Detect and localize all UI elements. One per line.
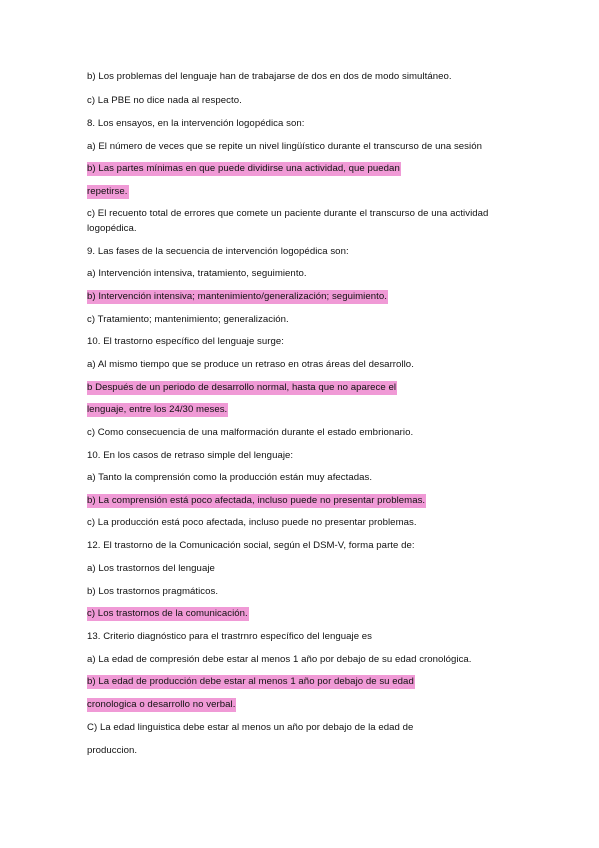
line-text: 13. Criterio diagnóstico para el trastrnro específico del lenguaje es [87,631,373,642]
line-text: 10. El trastorno específico del lenguaje surge: [87,336,285,347]
answer-c-line [87,95,242,107]
question-8-line [87,118,304,130]
highlighted-answer-line [87,291,388,303]
line-text: c) Tratamiento; mantenimiento; generalización. [87,314,289,325]
answer-c-line-cont [87,745,137,757]
line-text: a) Intervención intensiva, tratamiento, seguimiento. [87,268,307,279]
answer-b-line [87,586,218,598]
highlighted-answer-line [87,676,415,688]
line-text: 12. El trastorno de la Comunicación social, según el DSM-V, forma parte de: [87,540,415,551]
highlighted-text: b) La edad de producción debe estar al menos 1 año por debajo de su edad [87,676,414,687]
question-10b-line [87,450,293,462]
highlighted-text: b) Las partes mínimas en que puede dividirse una actividad, que puedan [87,163,400,174]
answer-c-line [87,314,289,326]
highlighted-answer-line [87,495,426,507]
highlighted-text: b) Intervención intensiva; mantenimiento/generalización; seguimiento. [87,291,387,302]
answer-a-line [87,141,482,153]
line-text: c) La PBE no dice nada al respecto. [87,95,242,106]
line-text: 8. Los ensayos, en la intervención logopédica son: [87,118,305,129]
line-text: b) Los trastornos pragmáticos. [87,586,219,597]
line-text: c) El recuento total de errores que comete un paciente durante el transcurso de una actividad [87,208,489,219]
highlighted-answer-line [87,186,129,198]
highlighted-answer-line [87,699,236,711]
line-text: b) Los problemas del lenguaje han de trabajarse de dos en dos de modo simultáneo. [87,71,452,82]
line-text: C) La edad linguistica debe estar al menos un año por debajo de la edad de [87,722,414,733]
highlighted-text: b Después de un periodo de desarrollo normal, hasta que no aparece el [87,382,397,393]
highlighted-text: lenguaje, entre los 24/30 meses. [87,404,228,415]
answer-c-line [87,208,488,220]
question-12-line [87,540,415,552]
question-10-line [87,336,284,348]
question-9-line [87,246,349,258]
line-text: produccion. [87,745,138,756]
highlighted-text: b) La comprensión está poco afectada, incluso puede no presentar problemas. [87,495,426,506]
line-text: a) Tanto la comprensión como la producción están muy afectadas. [87,472,373,483]
line-text: 9. Las fases de la secuencia de intervención logopédica son: [87,246,349,257]
highlighted-answer-line [87,163,401,175]
line-text: c) La producción está poco afectada, incluso puede no presentar problemas. [87,517,417,528]
line-text: c) Como consecuencia de una malformación durante el estado embrionario. [87,427,414,438]
highlighted-text: cronologica o desarrollo no verbal. [87,699,236,710]
answer-b-line [87,71,452,83]
highlighted-answer-line [87,404,228,416]
answer-c-line [87,517,417,529]
answer-a-line [87,359,414,371]
line-text: a) Los trastornos del lenguaje [87,563,215,574]
line-text: a) Al mismo tiempo que se produce un retraso en otras áreas del desarrollo. [87,359,414,370]
line-text: 10. En los casos de retraso simple del lenguaje: [87,450,294,461]
answer-c-line [87,722,413,734]
highlighted-answer-line [87,608,249,620]
highlighted-text: repetirse. [87,186,128,197]
line-text: a) El número de veces que se repite un nivel lingüístico durante el transcurso de una sesión [87,141,482,152]
answer-a-line [87,563,215,575]
line-text: logopédica. [87,223,137,234]
highlighted-text: c) Los trastornos de la comunicación. [87,608,248,619]
line-text: a) La edad de compresión debe estar al menos 1 año por debajo de su edad cronológica. [87,654,472,665]
highlighted-answer-line [87,382,397,394]
answer-c-line-cont [87,223,137,235]
answer-c-line [87,427,413,439]
answer-a-line [87,472,372,484]
answer-a-line [87,654,472,666]
answer-a-line [87,268,307,280]
question-13-line [87,631,372,643]
